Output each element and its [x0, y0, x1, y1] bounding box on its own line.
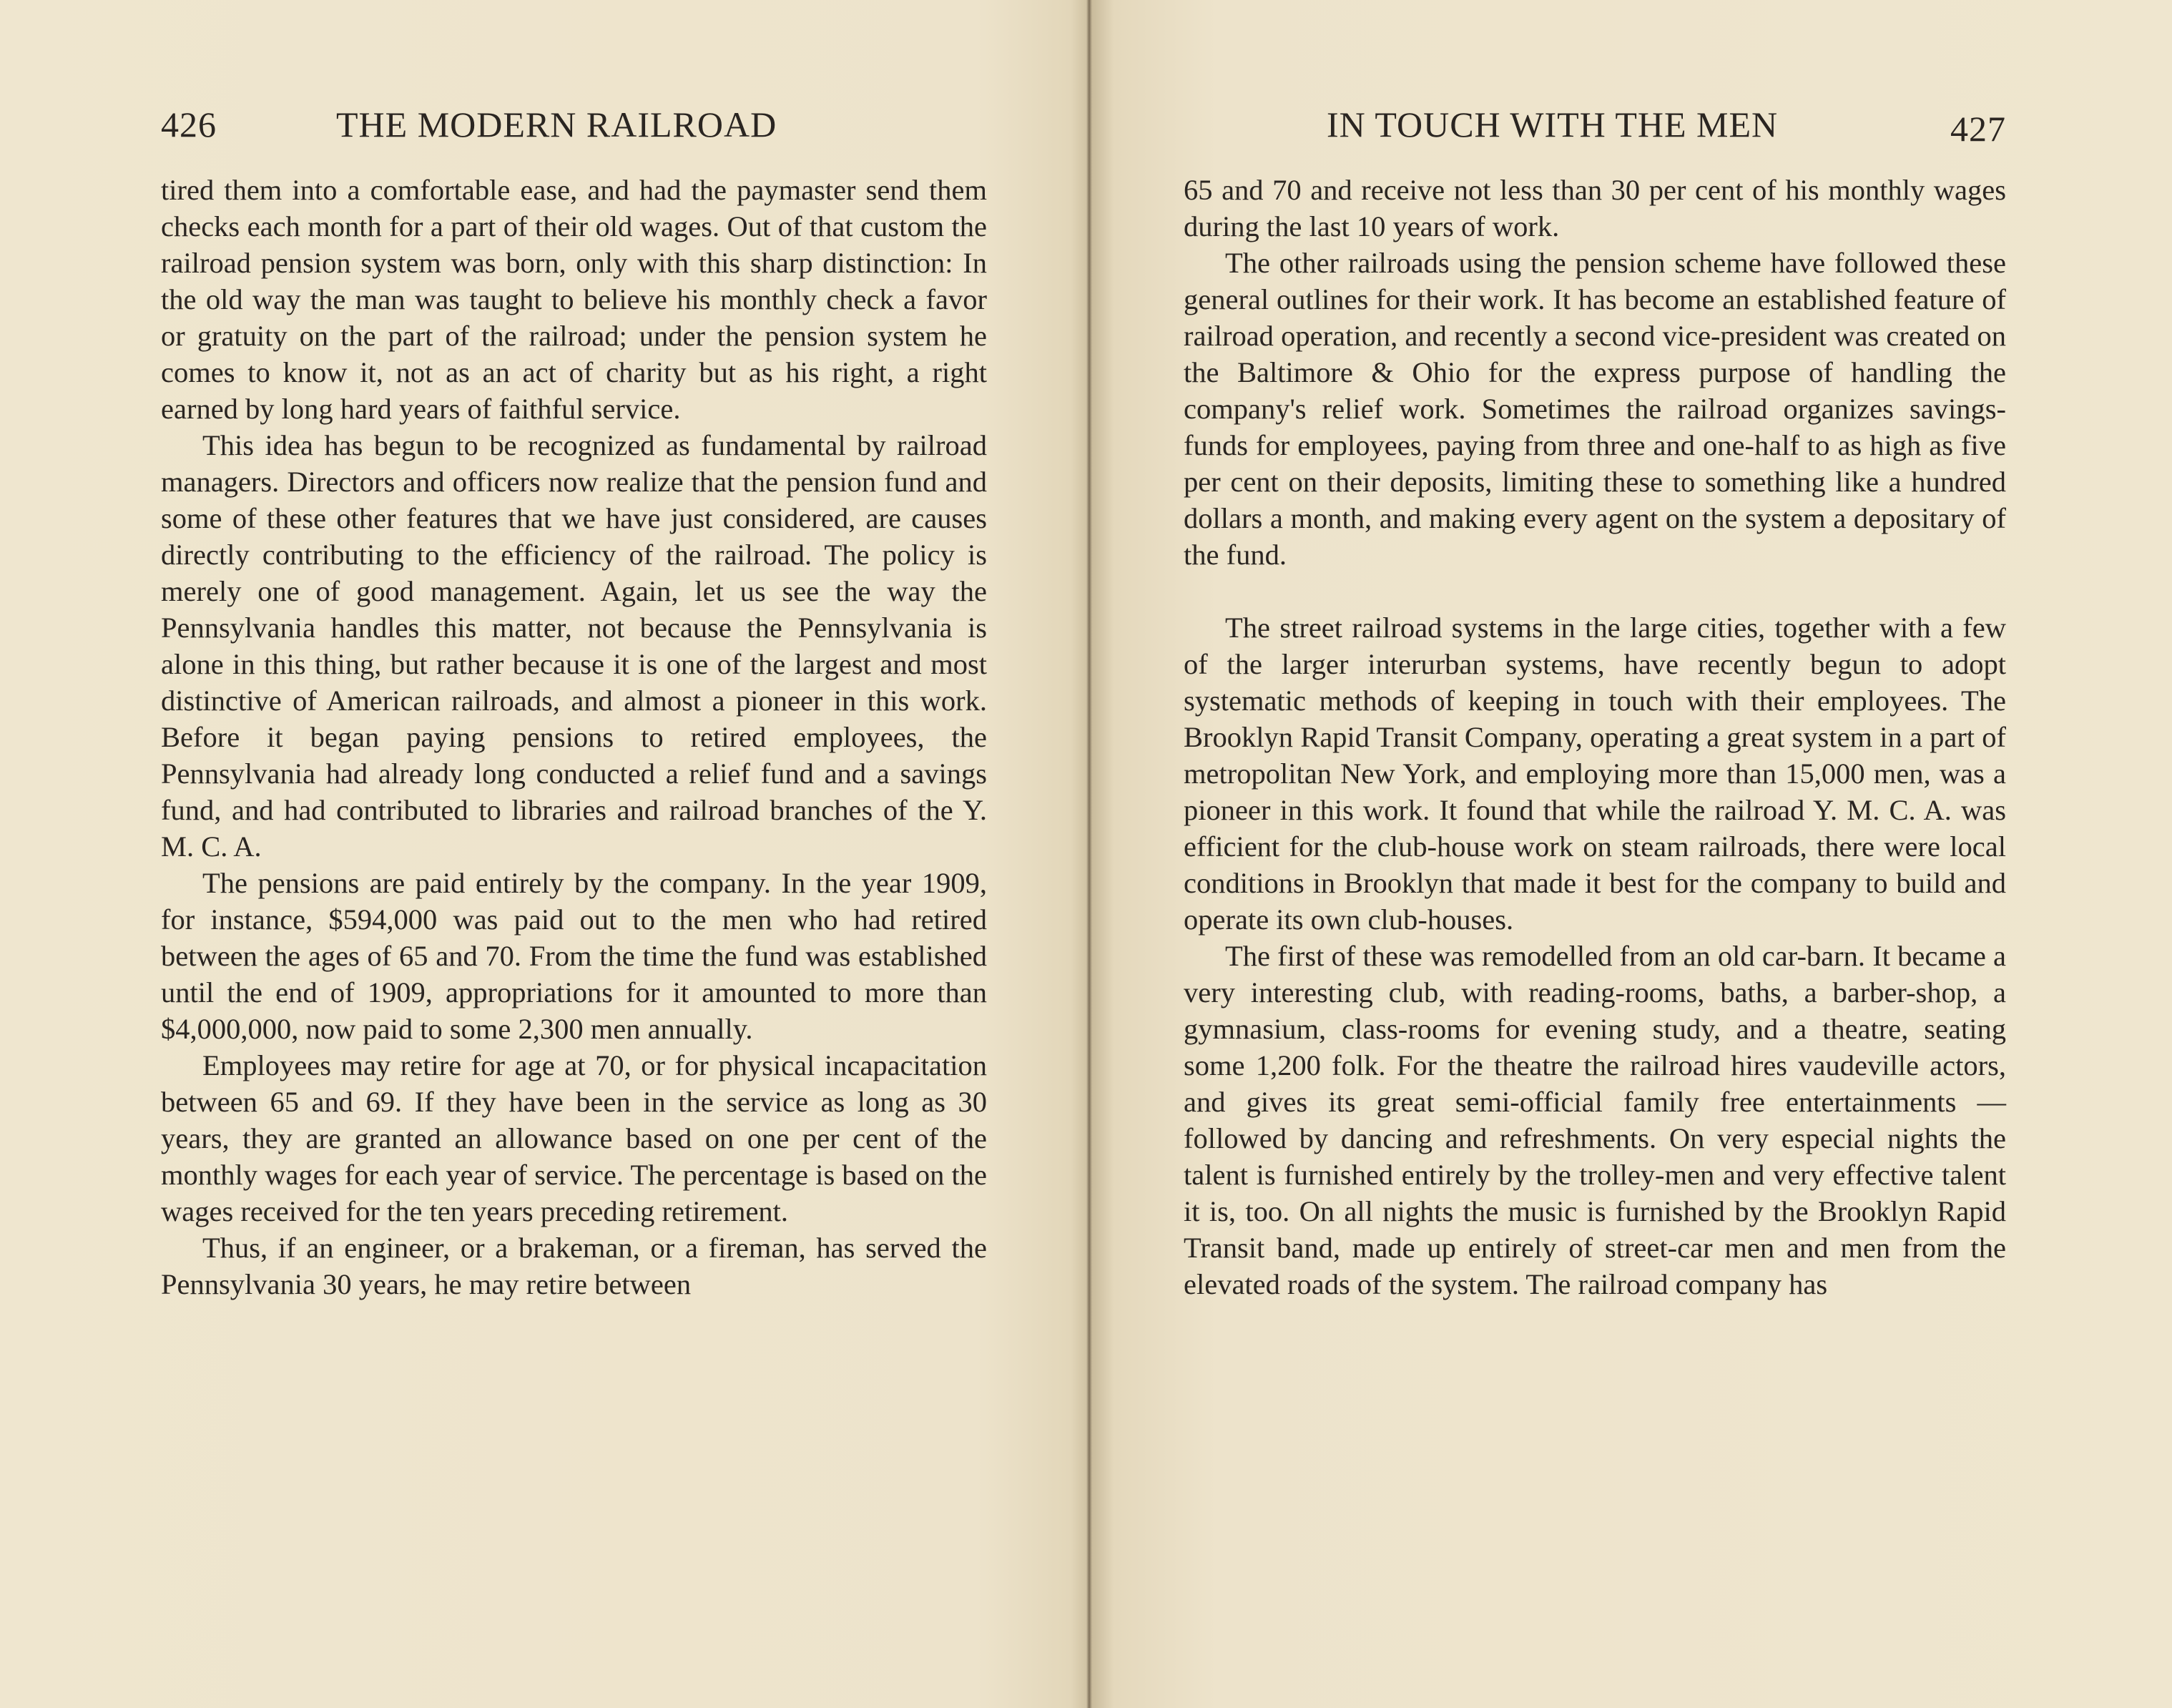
paragraph: The street railroad systems in the large cities, together with a few of the larger interurban systems, have recently begun to adopt systematic methods of keeping in touch with their employees. The Brooklyn Rapid Transit Company, operating a great system in a part of metropolitan New York, and employing more than 15,000 men, was a pioneer in this work. It found that while the railroad Y. M. C. A. was efficient for the club-house work on steam railroads, there were local conditions in Brooklyn that made it best for the company to build and operate its own club-houses.: [1184, 612, 2006, 936]
paragraph: 65 and 70 and receive not less than 30 per cent of his monthly wages during the last 10 years of work.: [1184, 174, 2006, 242]
paragraph: The first of these was remodelled from an old car-barn. It became a very interesting club, with reading-rooms, baths, a barber-shop, a gymnasium, class-rooms for evening study, and a theatre, seating some 1,200 folk. For the theatre the railroad hires vaudeville actors, and gives its great semi-official family free entertainments — followed by dancing and refreshments. On very especial nights the talent is furnished entirely by the trolley-men and very effective talent it is, too. On all nights the music is furnished by the Brooklyn Rapid Transit band, made up entirely of street-car men and men from the elevated roads of the system. The railroad company has: [1184, 940, 2006, 1300]
running-head: THE MODERN RAILROAD: [336, 104, 777, 144]
paragraph: Employees may retire for age at 70, or for physical incapacitation between 65 and 69. If they have been in the service as long as 30 years, they are granted an allowance based on one per cent of the monthly wages for each year of service. The percentage is based on the wages received for the ten years preceding retirement.: [161, 1049, 987, 1227]
page-number: 427: [1950, 109, 2006, 149]
page-number: 426: [161, 104, 217, 144]
running-head: IN TOUCH WITH THE MEN: [1327, 104, 1779, 144]
book-gutter: [1086, 0, 1092, 1708]
paragraph: tired them into a comfortable ease, and had the paymaster send them checks each month for a part of their old wages. Out of that custom the railroad pension system was born, only with this sharp distinction: In the old way the man was taught to believe his monthly check a favor or gratuity on the part of the railroad; under the pension system he comes to know it, not as an act of charity but as his right, a right earned by long hard years of faithful service.: [161, 174, 987, 425]
right-page: [1184, 0, 2006, 1708]
paragraph: This idea has begun to be recognized as fundamental by railroad managers. Directors and officers now realize that the pension fund and some of these other features that we have just considered, are causes directly contributing to the efficiency of the railroad. The policy is merely one of good management. Again, let us see the way the Pennsylvania handles this matter, not because the Pennsylvania is alone in this thing, but rather because it is one of the largest and most distinctive of American railroads, and almost a pioneer in this work. Before it began paying pensions to retired employees, the Pennsylvania had already long conducted a relief fund and a savings fund, and had contributed to libraries and railroad branches of the Y. M. C. A.: [161, 429, 987, 863]
paragraph: The pensions are paid entirely by the company. In the year 1909, for instance, $594,000 was paid out to the men who had retired between the ages of 65 and 70. From the time the fund was established until the end of 1909, appropriations for it amounted to more than $4,000,000, now paid to some 2,300 men annually.: [161, 867, 987, 1045]
left-page-header: [161, 104, 987, 154]
right-page-header: [1184, 104, 2006, 154]
paragraph: The other railroads using the pension scheme have followed these general outlines for their work. It has become an established feature of railroad operation, and recently a second vice-president was created on the Baltimore & Ohio for the express purpose of handling the company's relief work. Sometimes the railroad organizes savings-funds for employees, paying from three and one-half to as high as five per cent on their deposits, limiting these to something like a hundred dollars a month, and making every agent on the system a depositary of the fund.: [1184, 247, 2006, 571]
left-page-body: [161, 172, 987, 1302]
paragraph: Thus, if an engineer, or a brakeman, or a fireman, has served the Pennsylvania 30 years, he may retire between: [161, 1232, 987, 1300]
left-page: [161, 0, 987, 1708]
right-page-body: [1184, 172, 2006, 1302]
